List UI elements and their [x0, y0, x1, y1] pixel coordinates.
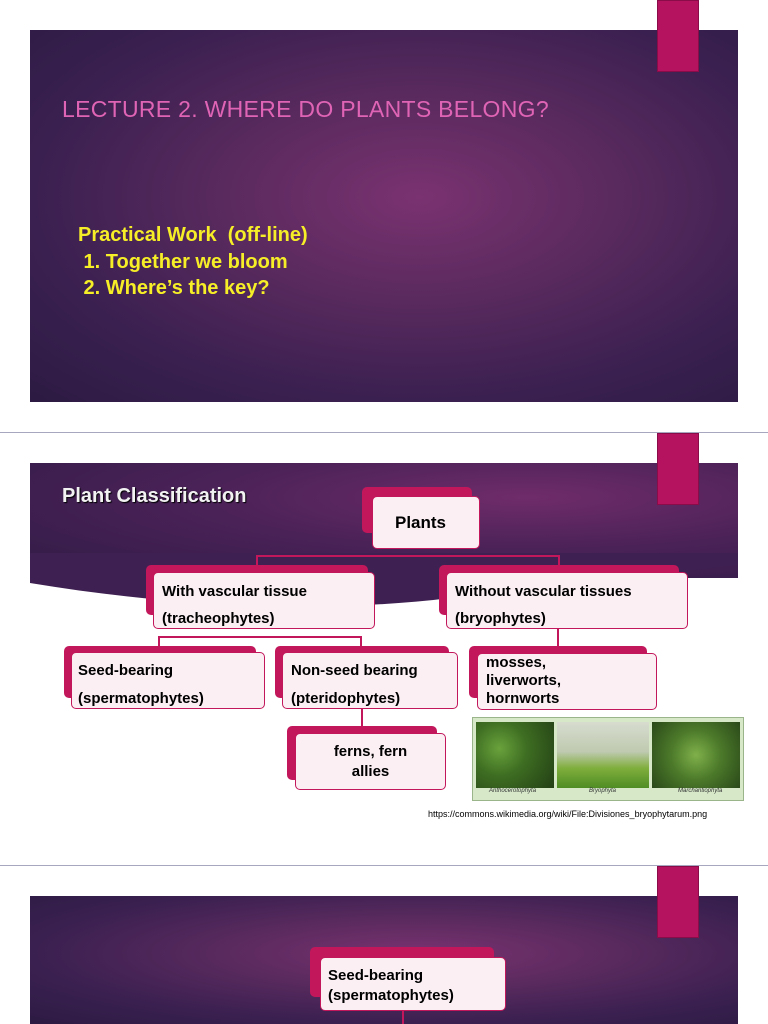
example-hornworts: hornworts: [486, 690, 560, 707]
non-seed-label: Non-seed bearing: [291, 662, 418, 679]
practical-heading: Practical Work (off-line): [78, 224, 308, 246]
connector: [256, 555, 559, 557]
vascular-node: [153, 572, 375, 629]
non-seed-node: [282, 652, 458, 709]
photo-caption-3: Marchantiophyta: [678, 788, 723, 794]
bryophyta-photo: [557, 722, 649, 788]
lecture-title: LECTURE 2. WHERE DO PLANTS BELONG?: [62, 96, 549, 122]
practical-item-2: 2. Where’s the key?: [78, 277, 270, 299]
ferns-label: ferns, fern: [333, 743, 408, 760]
connector: [402, 1011, 404, 1024]
photo-caption-1: Anthocerotophyta: [489, 788, 537, 794]
slide-1: [30, 30, 738, 402]
vascular-label: With vascular tissue: [162, 583, 307, 600]
non-seed-sublabel: (pteridophytes): [291, 690, 401, 707]
nonvascular-label: Without vascular tissues: [455, 583, 632, 600]
practical-item-1: 1. Together we bloom: [78, 250, 288, 273]
nonvascular-node: [446, 572, 688, 629]
seed-bearing-label-2: Seed-bearing: [328, 967, 424, 984]
slide-heading: Plant Classification: [62, 485, 247, 507]
slide-separator: [0, 432, 768, 433]
example-mosses: mosses,: [486, 654, 547, 671]
ferns-sublabel: allies: [351, 763, 390, 780]
bryophyte-examples-node: [477, 653, 657, 710]
seed-bearing-sublabel: (spermatophytes): [78, 690, 204, 707]
plants-label: Plants: [395, 513, 447, 532]
bryophyte-photo-strip: [472, 717, 744, 801]
source-url[interactable]: https://commons.wikimedia.org/wiki/File:Divisiones_bryophytarum.png: [428, 809, 708, 819]
connector: [158, 636, 361, 638]
slide-3-corner-tab: [657, 866, 699, 938]
seed-bearing-sublabel-2: (spermatophytes): [328, 987, 454, 1004]
plants-node: [372, 496, 480, 549]
slide-2-corner-tab: [657, 433, 699, 505]
nonvascular-sublabel: (bryophytes): [455, 610, 546, 627]
photo-caption-2: Bryophyta: [589, 788, 617, 794]
vascular-sublabel: (tracheophytes): [162, 610, 275, 627]
seed-bearing-node: [71, 652, 265, 709]
slide-1-corner-tab: [657, 0, 699, 72]
slide-separator: [0, 865, 768, 866]
anthocerotophyta-photo: [476, 722, 554, 788]
seed-bearing-node-2: [320, 957, 506, 1011]
practical-work-list: [78, 222, 308, 302]
example-liverworts: liverworts,: [486, 672, 562, 689]
ferns-node: [295, 733, 446, 790]
seed-bearing-label: Seed-bearing: [78, 662, 174, 679]
marchantiophyta-photo: [652, 722, 740, 788]
